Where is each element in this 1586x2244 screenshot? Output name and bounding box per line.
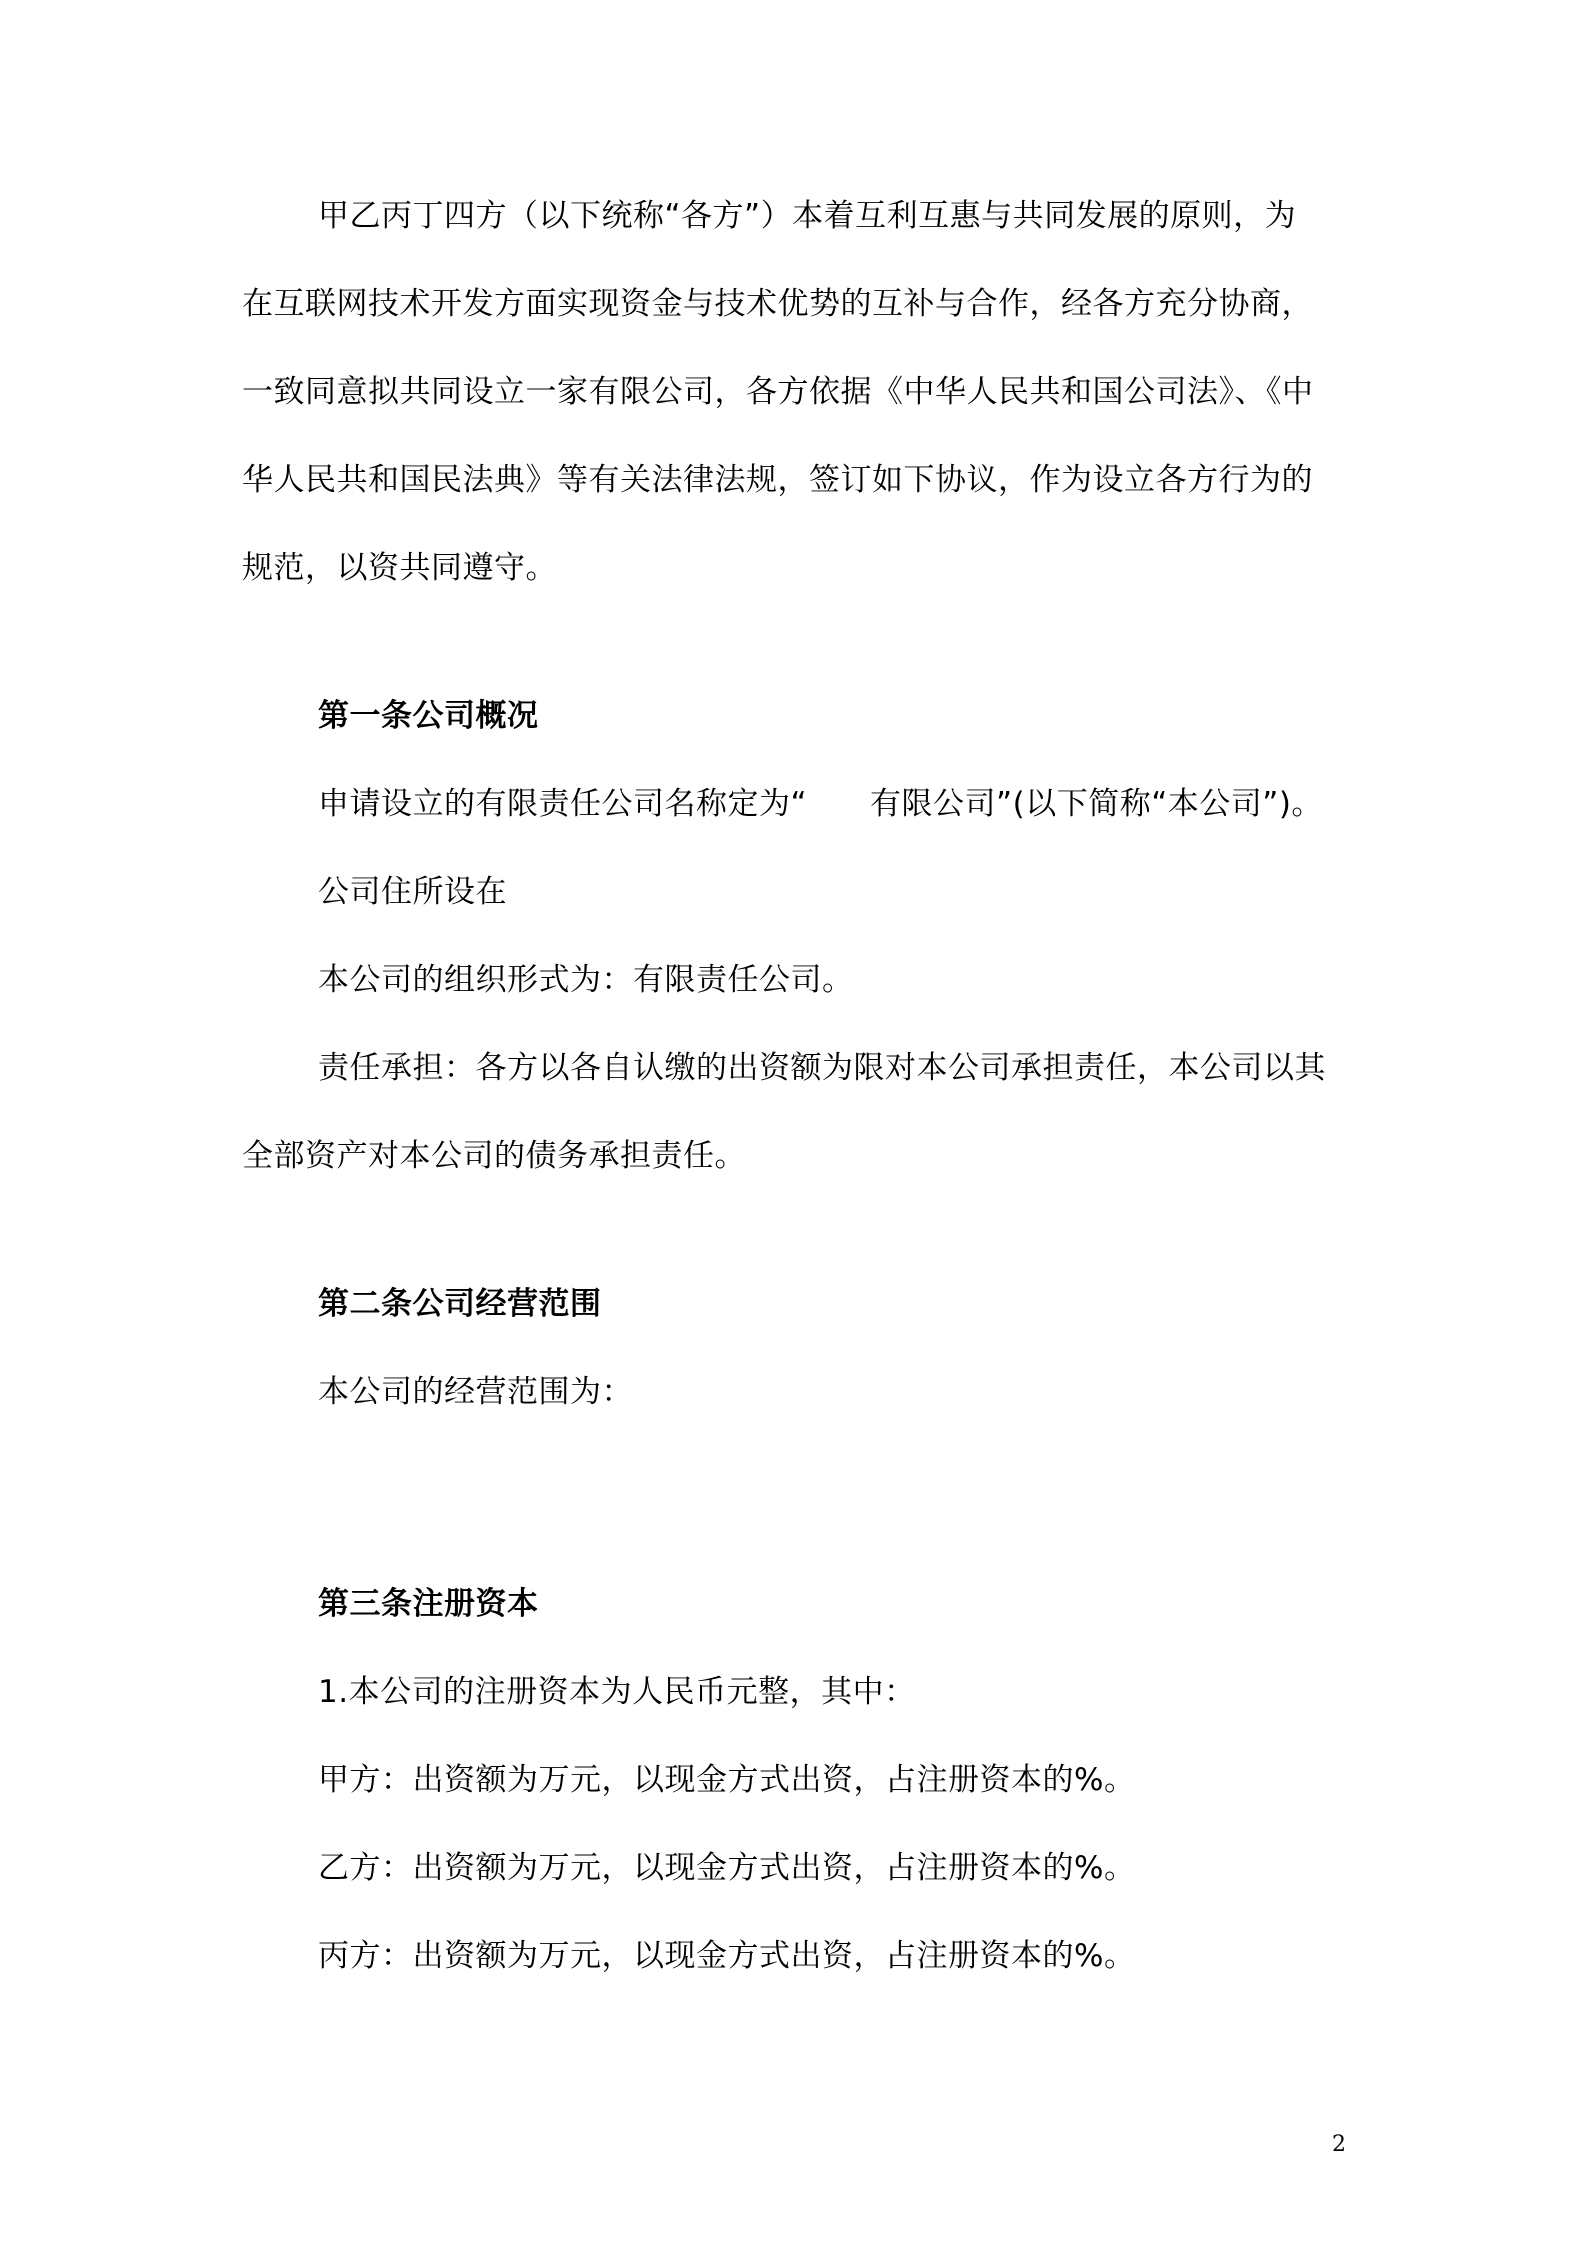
article1-liability-line-1: 责任承担：各方以各自认缴的出资额为限对本公司承担责任，本公司以其 [318, 1050, 1326, 1086]
article3-party-yi: 乙方：出资额为万元，以现金方式出资，占注册资本的%。 [318, 1850, 1136, 1886]
intro-line-3: 一致同意拟共同设立一家有限公司，各方依据《中华人民共和国公司法》、《中 [242, 374, 1314, 410]
article1-address-line: 公司住所设在 [318, 874, 507, 910]
intro-line-4: 华人民共和国民法典》等有关法律法规，签订如下协议，作为设立各方行为的 [242, 462, 1313, 498]
article1-liability-line-2: 全部资产对本公司的债务承担责任。 [242, 1138, 746, 1174]
article2-scope-line: 本公司的经营范围为： [318, 1374, 633, 1410]
page-number: 2 [1332, 2132, 1346, 2157]
intro-line-5: 规范，以资共同遵守。 [242, 550, 557, 586]
article2-title: 第二条公司经营范围 [318, 1286, 602, 1322]
article3-party-jia: 甲方：出资额为万元，以现金方式出资，占注册资本的%。 [318, 1762, 1136, 1798]
article3-party-bing: 丙方：出资额为万元，以现金方式出资，占注册资本的%。 [318, 1938, 1136, 1974]
article1-title: 第一条公司概况 [318, 698, 539, 734]
article3-title: 第三条注册资本 [318, 1586, 539, 1622]
intro-line-2: 在互联网技术开发方面实现资金与技术优势的互补与合作，经各方充分协商， [242, 286, 1313, 322]
article1-name-line: 申请设立的有限责任公司名称定为“ 有限公司”(以下简称“本公司”)。 [318, 786, 1323, 822]
article1-form-line: 本公司的组织形式为：有限责任公司。 [318, 962, 854, 998]
intro-line-1: 甲乙丙丁四方（以下统称“各方”）本着互利互惠与共同发展的原则，为 [318, 198, 1297, 234]
article3-capital-line: 1.本公司的注册资本为人民币元整，其中： [318, 1674, 916, 1710]
